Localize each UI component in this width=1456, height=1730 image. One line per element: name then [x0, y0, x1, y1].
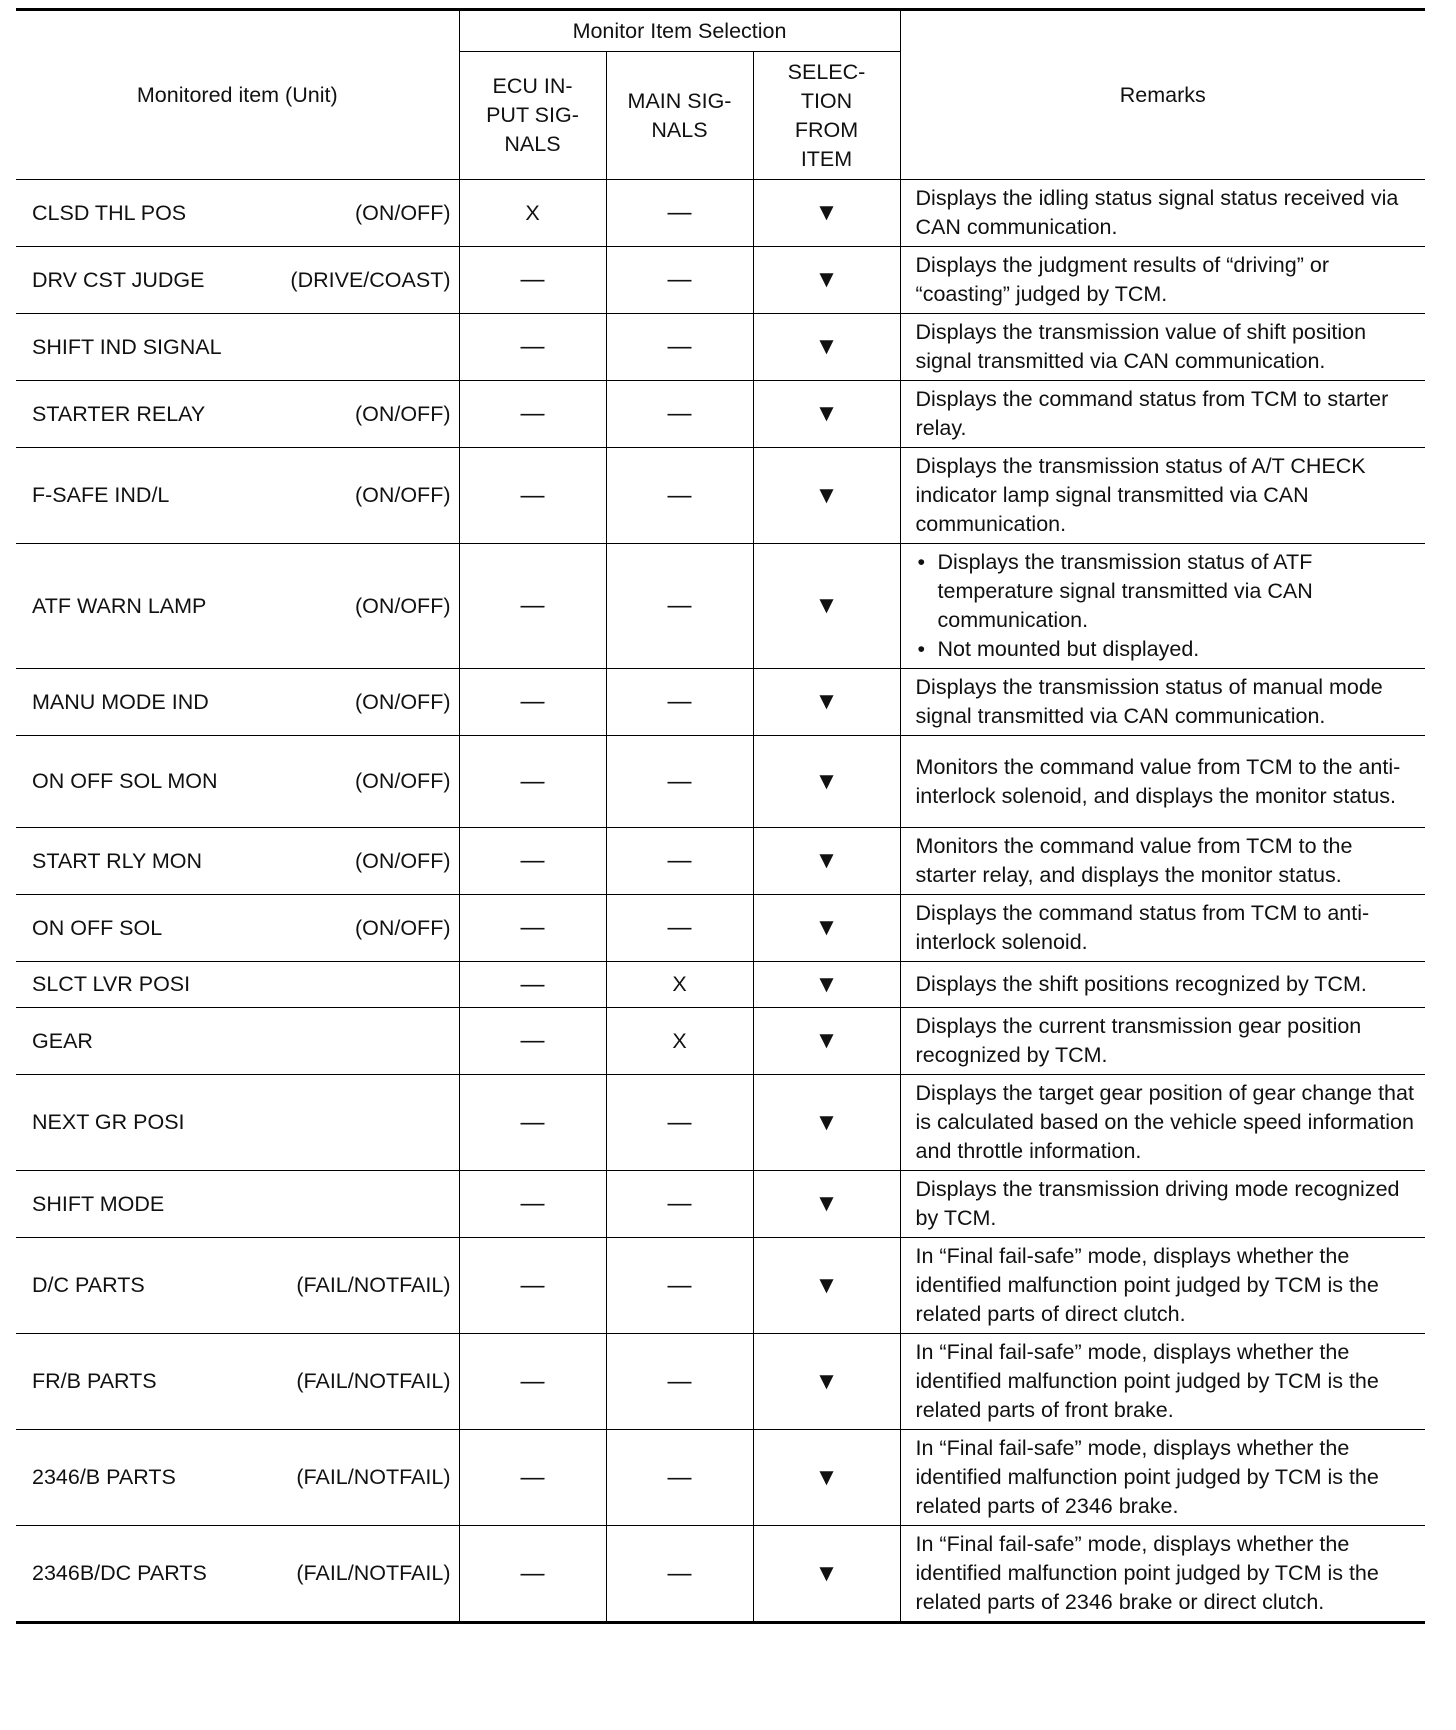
- monitored-item-cell: [16, 1430, 459, 1526]
- selection-from-item-mark: ▼: [753, 736, 900, 828]
- item-name: FR/B PARTS: [32, 1369, 157, 1393]
- item-name: DRV CST JUDGE: [32, 267, 205, 292]
- remarks-text: Displays the transmission driving mode recognized by TCM.: [915, 1177, 1400, 1230]
- remarks-text: Displays the command status from TCM to starter relay.: [915, 387, 1389, 440]
- remarks-text: In “Final fail-safe” mode, displays whether the identified malfunction point judged by TCM is the related parts of front brake.: [915, 1340, 1379, 1422]
- main-signal-mark: —: [606, 895, 753, 962]
- main-signal-mark: —: [606, 1430, 753, 1526]
- selection-from-item-mark: ▼: [753, 828, 900, 895]
- remarks-text: Displays the transmission status of A/T CHECK indicator lamp signal transmitted via CAN communication.: [915, 454, 1366, 536]
- main-signal-mark: —: [606, 314, 753, 381]
- remarks-bullet-list: [916, 548, 1416, 664]
- item-unit: (ON/OFF): [354, 769, 451, 793]
- item-unit: (ON/OFF): [354, 915, 451, 940]
- monitored-item-cell: [16, 1075, 459, 1171]
- table-row: [16, 1075, 1425, 1171]
- remarks-cell: [900, 1238, 1425, 1334]
- monitored-item-cell: [16, 247, 459, 314]
- monitored-item-cell: [16, 962, 459, 1008]
- monitored-item-cell: [16, 180, 459, 247]
- header-monitor-item-selection: Monitor Item Selection: [459, 10, 900, 52]
- table-row: [16, 895, 1425, 962]
- remarks-text: Displays the current transmission gear position recognized by TCM.: [915, 1014, 1362, 1067]
- remarks-text: Displays the transmission status of manual mode signal transmitted via CAN communication.: [915, 675, 1383, 728]
- header-ecu-input-signals: ECU IN- PUT SIG- NALS: [459, 52, 606, 180]
- selection-from-item-mark: ▼: [753, 1171, 900, 1238]
- remarks-text: Displays the target gear position of gear change that is calculated based on the vehicle speed information and throttle information.: [915, 1081, 1414, 1163]
- item-name: MANU MODE IND: [32, 689, 209, 714]
- item-unit: (ON/OFF): [354, 483, 451, 507]
- ecu-input-signal-mark: —: [459, 247, 606, 314]
- main-signal-mark: —: [606, 1334, 753, 1430]
- main-signal-mark: —: [606, 180, 753, 247]
- item-name: SHIFT MODE: [32, 1191, 165, 1216]
- monitored-item-cell: [16, 448, 459, 544]
- remarks-cell: [900, 1430, 1425, 1526]
- main-signal-mark: —: [606, 828, 753, 895]
- table-row: [16, 736, 1425, 828]
- remarks-text: In “Final fail-safe” mode, displays whether the identified malfunction point judged by TCM is the related parts of direct clutch.: [915, 1244, 1379, 1326]
- remarks-cell: [900, 1171, 1425, 1238]
- selection-from-item-mark: ▼: [753, 247, 900, 314]
- monitored-item-cell: [16, 314, 459, 381]
- remarks-cell: [900, 669, 1425, 736]
- table-row: [16, 1526, 1425, 1623]
- selection-from-item-mark: ▼: [753, 1334, 900, 1430]
- item-unit: (ON/OFF): [354, 593, 451, 618]
- header-main-signals: MAIN SIG- NALS: [606, 52, 753, 180]
- item-name: NEXT GR POSI: [32, 1110, 185, 1134]
- remarks-text: Displays the command status from TCM to anti-interlock solenoid.: [915, 901, 1370, 954]
- item-unit: (ON/OFF): [354, 848, 451, 873]
- monitored-item-cell: [16, 828, 459, 895]
- header-selection-from-item: SELEC- TION FROM ITEM: [753, 52, 900, 180]
- monitored-item-cell: [16, 895, 459, 962]
- ecu-input-signal-mark: —: [459, 1075, 606, 1171]
- table-row: [16, 669, 1425, 736]
- item-unit: (FAIL/NOTFAIL): [296, 1465, 451, 1489]
- main-signal-mark: —: [606, 448, 753, 544]
- header-monitored-item: Monitored item (Unit): [16, 10, 459, 180]
- remarks-bullet: • Not mounted but displayed.: [916, 635, 1416, 664]
- remarks-cell: [900, 448, 1425, 544]
- monitored-item-cell: [16, 1008, 459, 1075]
- remarks-cell: [900, 736, 1425, 828]
- selection-from-item-mark: ▼: [753, 1430, 900, 1526]
- main-signal-mark: —: [606, 1526, 753, 1623]
- selection-from-item-mark: ▼: [753, 544, 900, 669]
- item-name: SLCT LVR POSI: [32, 972, 191, 996]
- selection-from-item-mark: ▼: [753, 1008, 900, 1075]
- table-row: [16, 1008, 1425, 1075]
- item-unit: (DRIVE/COAST): [290, 267, 451, 292]
- remarks-cell: [900, 895, 1425, 962]
- ecu-input-signal-mark: —: [459, 1008, 606, 1075]
- monitored-item-cell: [16, 1526, 459, 1623]
- item-name: GEAR: [32, 1028, 93, 1053]
- remarks-cell: [900, 180, 1425, 247]
- remarks-bullet: • Displays the transmission status of ATF temperature signal transmitted via CAN communication.: [916, 548, 1416, 635]
- item-name: ATF WARN LAMP: [32, 593, 207, 618]
- item-name: F-SAFE IND/L: [32, 483, 170, 507]
- monitored-item-cell: [16, 1171, 459, 1238]
- remarks-text: In “Final fail-safe” mode, displays whether the identified malfunction point judged by TCM is the related parts of 2346 brake or direct clutch.: [915, 1532, 1379, 1614]
- ecu-input-signal-mark: —: [459, 828, 606, 895]
- selection-from-item-mark: ▼: [753, 895, 900, 962]
- ecu-input-signal-mark: —: [459, 669, 606, 736]
- item-name: ON OFF SOL: [32, 915, 163, 940]
- monitored-item-cell: [16, 669, 459, 736]
- ecu-input-signal-mark: —: [459, 381, 606, 448]
- selection-from-item-mark: ▼: [753, 180, 900, 247]
- selection-from-item-mark: ▼: [753, 1526, 900, 1623]
- table-row: [16, 314, 1425, 381]
- ecu-input-signal-mark: —: [459, 314, 606, 381]
- remarks-cell: [900, 1334, 1425, 1430]
- remarks-text: Displays the judgment results of “driving” or “coasting” judged by TCM.: [915, 253, 1329, 306]
- remarks-cell: [900, 1075, 1425, 1171]
- ecu-input-signal-mark: —: [459, 962, 606, 1008]
- table-row: [16, 180, 1425, 247]
- item-unit: (FAIL/NOTFAIL): [296, 1561, 451, 1585]
- header-remarks: Remarks: [900, 10, 1425, 180]
- item-name: START RLY MON: [32, 848, 203, 873]
- item-name: 2346/B PARTS: [32, 1465, 176, 1489]
- ecu-input-signal-mark: —: [459, 895, 606, 962]
- table-row: [16, 1430, 1425, 1526]
- remarks-cell: [900, 1008, 1425, 1075]
- ecu-input-signal-mark: —: [459, 544, 606, 669]
- selection-from-item-mark: ▼: [753, 1238, 900, 1334]
- monitored-item-cell: [16, 1334, 459, 1430]
- item-name: STARTER RELAY: [32, 401, 206, 426]
- ecu-input-signal-mark: —: [459, 1526, 606, 1623]
- ecu-input-signal-mark: —: [459, 736, 606, 828]
- item-unit: (ON/OFF): [354, 401, 451, 426]
- remarks-cell: [900, 381, 1425, 448]
- main-signal-mark: —: [606, 669, 753, 736]
- monitored-item-cell: [16, 544, 459, 669]
- item-name: SHIFT IND SIGNAL: [32, 334, 222, 359]
- table-row: [16, 544, 1425, 669]
- monitor-item-table: [16, 8, 1425, 1624]
- main-signal-mark: —: [606, 736, 753, 828]
- remarks-cell: [900, 828, 1425, 895]
- ecu-input-signal-mark: X: [459, 180, 606, 247]
- selection-from-item-mark: ▼: [753, 314, 900, 381]
- item-unit: (FAIL/NOTFAIL): [296, 1369, 451, 1393]
- item-name: D/C PARTS: [32, 1273, 145, 1297]
- table-row: [16, 1238, 1425, 1334]
- table-row: [16, 381, 1425, 448]
- item-name: 2346B/DC PARTS: [32, 1561, 207, 1585]
- selection-from-item-mark: ▼: [753, 448, 900, 544]
- remarks-text: Displays the idling status signal status received via CAN communication.: [915, 186, 1399, 239]
- ecu-input-signal-mark: —: [459, 448, 606, 544]
- main-signal-mark: X: [606, 1008, 753, 1075]
- table-row: [16, 1171, 1425, 1238]
- main-signal-mark: —: [606, 1075, 753, 1171]
- main-signal-mark: X: [606, 962, 753, 1008]
- monitored-item-cell: [16, 736, 459, 828]
- item-name: CLSD THL POS: [32, 200, 187, 225]
- monitored-item-cell: [16, 381, 459, 448]
- remarks-text: Displays the shift positions recognized by TCM.: [915, 972, 1367, 996]
- item-unit: (FAIL/NOTFAIL): [296, 1273, 451, 1297]
- table-row: [16, 448, 1425, 544]
- main-signal-mark: —: [606, 247, 753, 314]
- remarks-cell: [900, 962, 1425, 1008]
- remarks-cell: [900, 314, 1425, 381]
- item-unit: (ON/OFF): [354, 200, 451, 225]
- selection-from-item-mark: ▼: [753, 381, 900, 448]
- table-row: [16, 828, 1425, 895]
- monitored-item-cell: [16, 1238, 459, 1334]
- ecu-input-signal-mark: —: [459, 1334, 606, 1430]
- selection-from-item-mark: ▼: [753, 962, 900, 1008]
- remarks-text: Monitors the command value from TCM to the starter relay, and displays the monitor status.: [915, 834, 1353, 887]
- table-row: [16, 1334, 1425, 1430]
- remarks-text: Monitors the command value from TCM to the anti-interlock solenoid, and displays the monitor status.: [915, 754, 1401, 808]
- selection-from-item-mark: ▼: [753, 1075, 900, 1171]
- ecu-input-signal-mark: —: [459, 1238, 606, 1334]
- main-signal-mark: —: [606, 544, 753, 669]
- ecu-input-signal-mark: —: [459, 1171, 606, 1238]
- remarks-cell: [900, 247, 1425, 314]
- remarks-cell: [900, 1526, 1425, 1623]
- main-signal-mark: —: [606, 381, 753, 448]
- ecu-input-signal-mark: —: [459, 1430, 606, 1526]
- selection-from-item-mark: ▼: [753, 669, 900, 736]
- remarks-cell: [900, 544, 1425, 669]
- item-name: ON OFF SOL MON: [32, 769, 218, 793]
- main-signal-mark: —: [606, 1171, 753, 1238]
- table-row: [16, 247, 1425, 314]
- remarks-text: In “Final fail-safe” mode, displays whether the identified malfunction point judged by TCM is the related parts of 2346 brake.: [915, 1436, 1379, 1518]
- remarks-text: Displays the transmission value of shift position signal transmitted via CAN communication.: [915, 320, 1367, 373]
- main-signal-mark: —: [606, 1238, 753, 1334]
- table-row: [16, 962, 1425, 1008]
- item-unit: (ON/OFF): [354, 689, 451, 714]
